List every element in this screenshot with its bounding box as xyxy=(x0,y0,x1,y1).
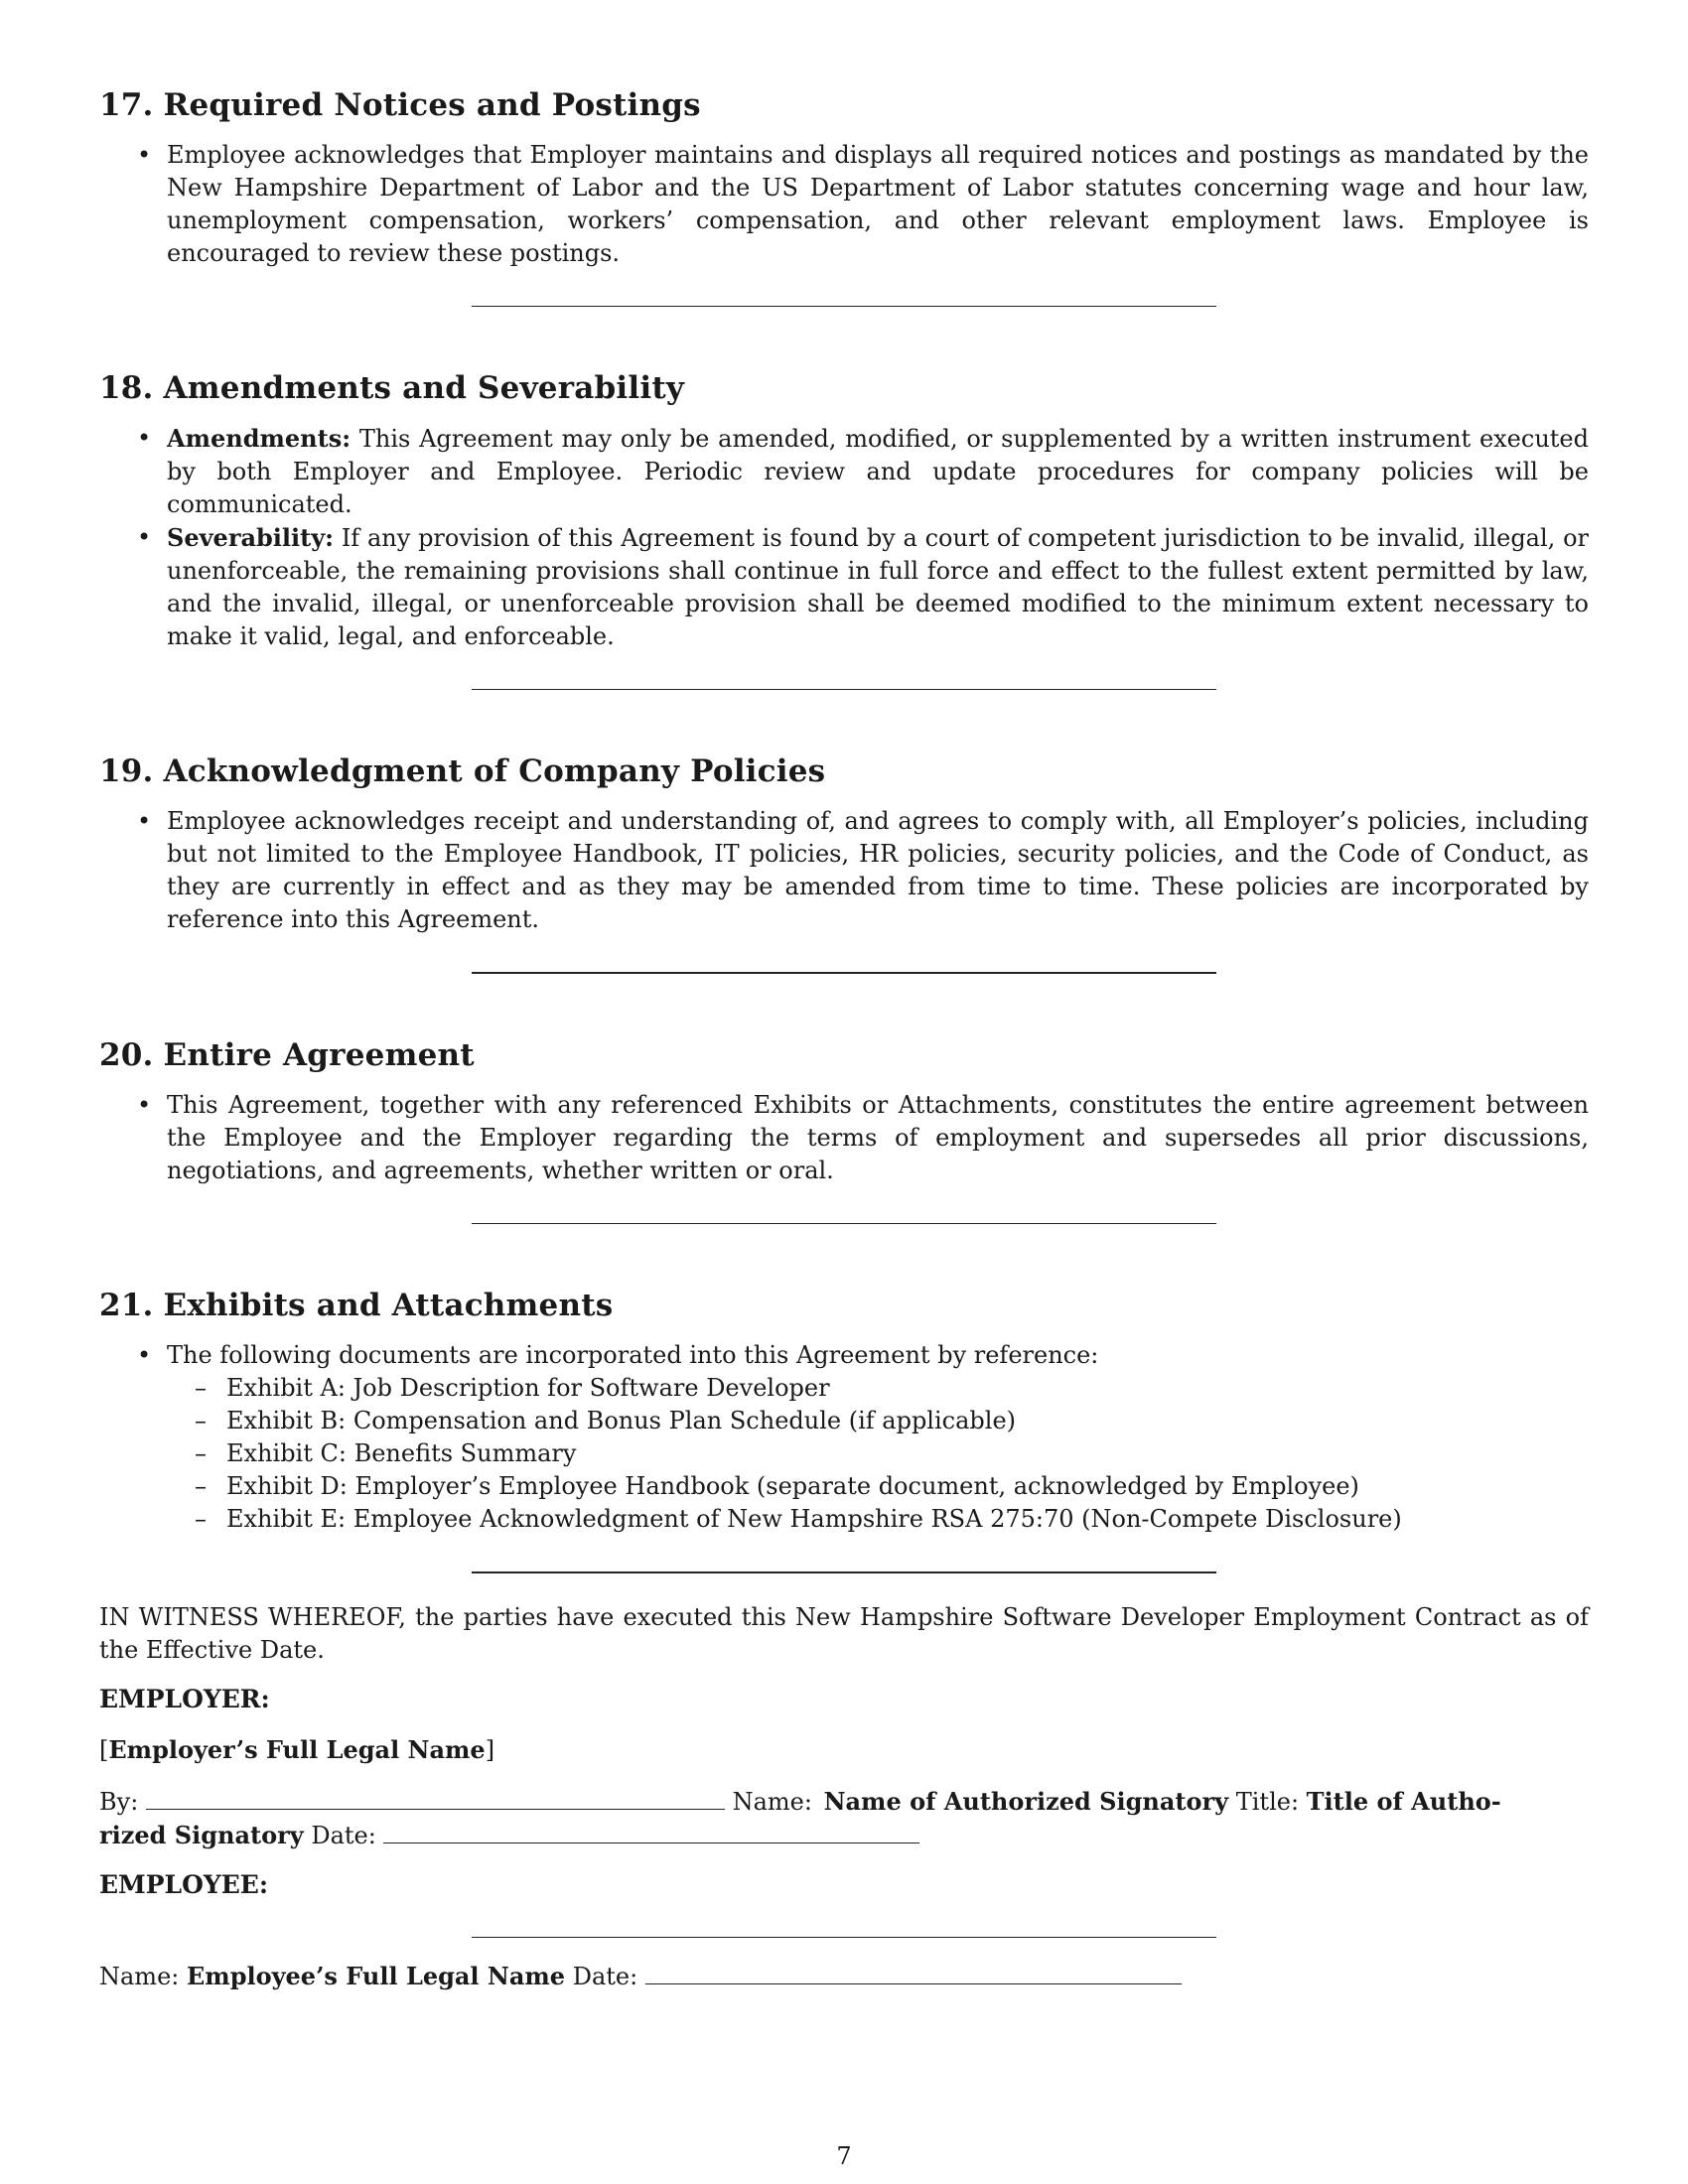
section-list xyxy=(99,805,1589,936)
list-item: • Severability: If any provision of this Agreement is found by a court of competent jurisdiction to be invalid, illegal, or unenforceable, the remaining provisions shall continue in full force and effect to the fullest extent permitted by law, and the invalid, illegal, or unenforceable provision shall be deemed modified to the minimum extent necessary to make it valid, legal, and enforceable. xyxy=(167,521,1589,653)
section-heading: 20. Entire Agreement xyxy=(99,1037,475,1073)
section-21 xyxy=(99,1288,1589,1573)
list-item: • This Agreement, together with any referenced Exhibits or Attachments, constitutes the entire agreement between the Employee and the Employer regarding the terms of employment and supersedes all prior discussions, negotiations, and agreements, whether written or oral. xyxy=(167,1089,1589,1187)
employer-signature-block: By: Name: Name of Authorized Signatory Title: Title of Autho- rized Signatory Date: xyxy=(99,1787,1501,1849)
section-divider xyxy=(472,972,1216,974)
list-item: • Employee acknowledges that Employer maintains and displays all required notices and postings as mandated by the New Hampshire Department of Labor and the US Department of Labor statutes concerning wage and hour law, unemployment compensation, workers’ compensation, and other relevant employment laws. Employee is encouraged to review these postings. xyxy=(167,139,1589,270)
employee-heading: EMPLOYEE: xyxy=(99,1870,269,1899)
list-item: • The following documents are incorporated into this Agreement by reference: – Exhibit A: Job Description for Software Developer – Exhibit B: Compensation and Bonus Plan Schedule (if applicable) – Exhibit C: Benefits Summary – Exhibit D: Employer’s Employee Handbook (separate document, acknowledged by Employee) – Exhibit E: Employee Acknowledgment of New Hampshire RSA 275:70 (Non-Compete Disclosure) xyxy=(167,1339,1589,1536)
employer-heading: EMPLOYER: xyxy=(99,1685,270,1713)
exhibit-list xyxy=(167,1372,1589,1536)
employer-date-line[interactable] xyxy=(383,1821,919,1843)
section-17 xyxy=(99,87,1589,307)
employee-date-line[interactable] xyxy=(645,1962,1182,1984)
employer-signature-line[interactable] xyxy=(146,1787,725,1810)
section-18 xyxy=(99,370,1589,690)
list-item: • Employee acknowledges receipt and understanding of, and agrees to comply with, all Employer’s policies, including but not limited to the Employee Handbook, IT policies, HR policies, security policies, and the Code of Conduct, as they are currently in effect and as they may be amended from time to time. These policies are incorporated by reference into this Agreement. xyxy=(167,805,1589,936)
exhibit-item: – Exhibit A: Job Description for Software Developer xyxy=(226,1372,1589,1405)
section-heading: 17. Required Notices and Postings xyxy=(99,87,701,123)
section-list xyxy=(99,1339,1589,1536)
section-heading: 19. Acknowledgment of Company Policies xyxy=(99,753,826,789)
section-divider xyxy=(472,306,1216,307)
exhibit-item: – Exhibit D: Employer’s Employee Handbook (separate document, acknowledged by Employee) xyxy=(226,1470,1589,1503)
list-item: • Amendments: This Agreement may only be amended, modified, or supplemented by a written instrument executed by both Employer and Employee. Periodic review and update procedures for company policies will be communicated. xyxy=(167,422,1589,521)
exhibit-item: – Exhibit B: Compensation and Bonus Plan Schedule (if applicable) xyxy=(226,1405,1589,1437)
section-divider xyxy=(472,1571,1216,1573)
exhibit-item: – Exhibit E: Employee Acknowledgment of New Hampshire RSA 275:70 (Non-Compete Disclosure) xyxy=(226,1503,1589,1536)
page-number: 7 xyxy=(836,2142,852,2170)
section-divider xyxy=(472,689,1216,690)
employee-signature-line[interactable] xyxy=(472,1937,1216,1938)
section-divider xyxy=(472,1223,1216,1224)
employer-name: [Employer’s Full Legal Name] xyxy=(99,1735,495,1764)
employee-signature-block: Name: Employee’s Full Legal Name Date: xyxy=(99,1960,1589,1993)
section-heading: 21. Exhibits and Attachments xyxy=(99,1288,614,1323)
section-19 xyxy=(99,753,1589,974)
section-list xyxy=(99,422,1589,653)
section-list xyxy=(99,1089,1589,1187)
section-20 xyxy=(99,1037,1589,1224)
exhibit-item: – Exhibit C: Benefits Summary xyxy=(226,1437,1589,1470)
document-page xyxy=(99,87,1589,1993)
section-list xyxy=(99,139,1589,270)
witness-statement: IN WITNESS WHEREOF, the parties have executed this New Hampshire Software Developer Employment Contract as of the Effective Date. xyxy=(99,1603,1589,1664)
section-heading: 18. Amendments and Severability xyxy=(99,370,685,406)
